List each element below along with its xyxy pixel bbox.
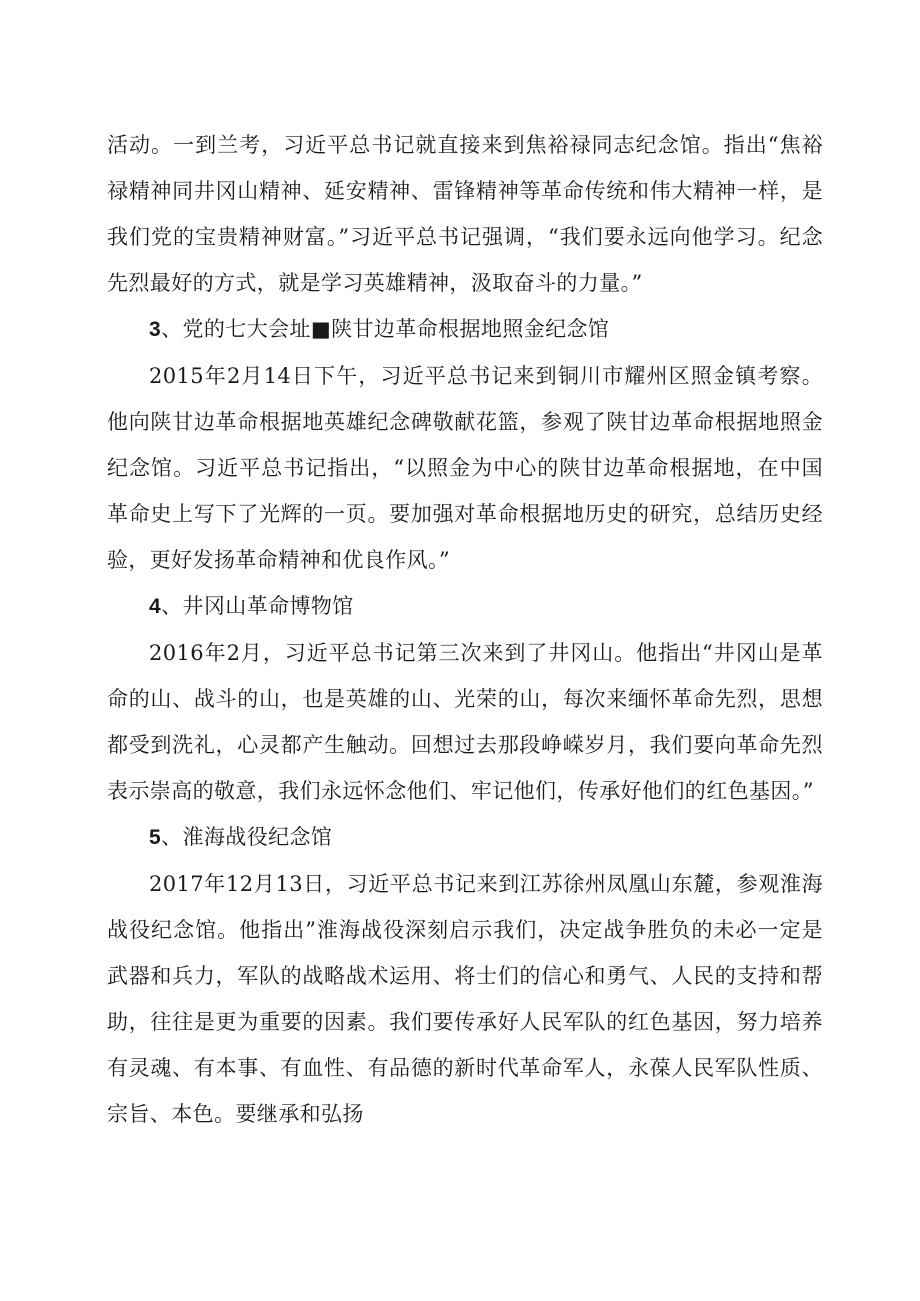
document-body	[107, 122, 823, 1137]
section-heading-4	[107, 583, 823, 630]
paragraph-zhaojin: 2015年2月14日下午，习近平总书记来到铜川市耀州区照金镇考察。他向陕甘边革命根据地英雄纪念碑敬献花篮，参观了陕甘边革命根据地照金纪念馆。习近平总书记指出，“以照金为中心的陕甘边革命根据地，在中国革命史上写下了光辉的一页。要加强对革命根据地历史的研究，总结历史经验，更好发扬革命精神和优良作风。”	[107, 364, 823, 572]
section-number: 3	[149, 318, 162, 341]
section-title: 、党的七大会址■陕甘边革命根据地照金纪念馆	[161, 317, 610, 341]
section-number: 4	[149, 595, 162, 618]
paragraph-huaihai: 2017年12月13日，习近平总书记来到江苏徐州凤凰山东麓，参观淮海战役纪念馆。他指出”淮海战役深刻启示我们，决定战争胜负的未必一定是武器和兵力，军队的战略战术运用、将士们的信心和勇气、人民的支持和帮助，往往是更为重要的因素。我们要传承好人民军队的红色基因，努力培养有灵魂、有本事、有血性、有品德的新时代革命军人，永葆人民军队性质、宗旨、本色。要继承和弘扬	[107, 872, 823, 1126]
section-number: 5	[149, 826, 162, 849]
paragraph-jinggangshan: 2016年2月，习近平总书记第三次来到了井冈山。他指出“井冈山是革命的山、战斗的山，也是英雄的山、光荣的山，每次来缅怀革命先烈，思想都受到洗礼，心灵都产生触动。回想过去那段峥嵘岁月，我们要向革命先烈表示崇高的敬意，我们永远怀念他们、牢记他们，传承好他们的红色基因。”	[107, 641, 823, 803]
section-title: 、井冈山革命博物馆	[161, 594, 354, 618]
paragraph-continued: 活动。一到兰考，习近平总书记就直接来到焦裕禄同志纪念馆。指出“焦裕禄精神同井冈山精神、延安精神、雷锋精神等革命传统和伟大精神一样，是我们党的宝贵精神财富。”习近平总书记强调，“我们要永远向他学习。纪念先烈最好的方式，就是学习英雄精神，汲取奋斗的力量。”	[107, 133, 823, 295]
section-heading-5	[107, 814, 823, 861]
section-title: 、淮海战役纪念馆	[161, 825, 333, 849]
section-heading-3	[107, 306, 823, 353]
